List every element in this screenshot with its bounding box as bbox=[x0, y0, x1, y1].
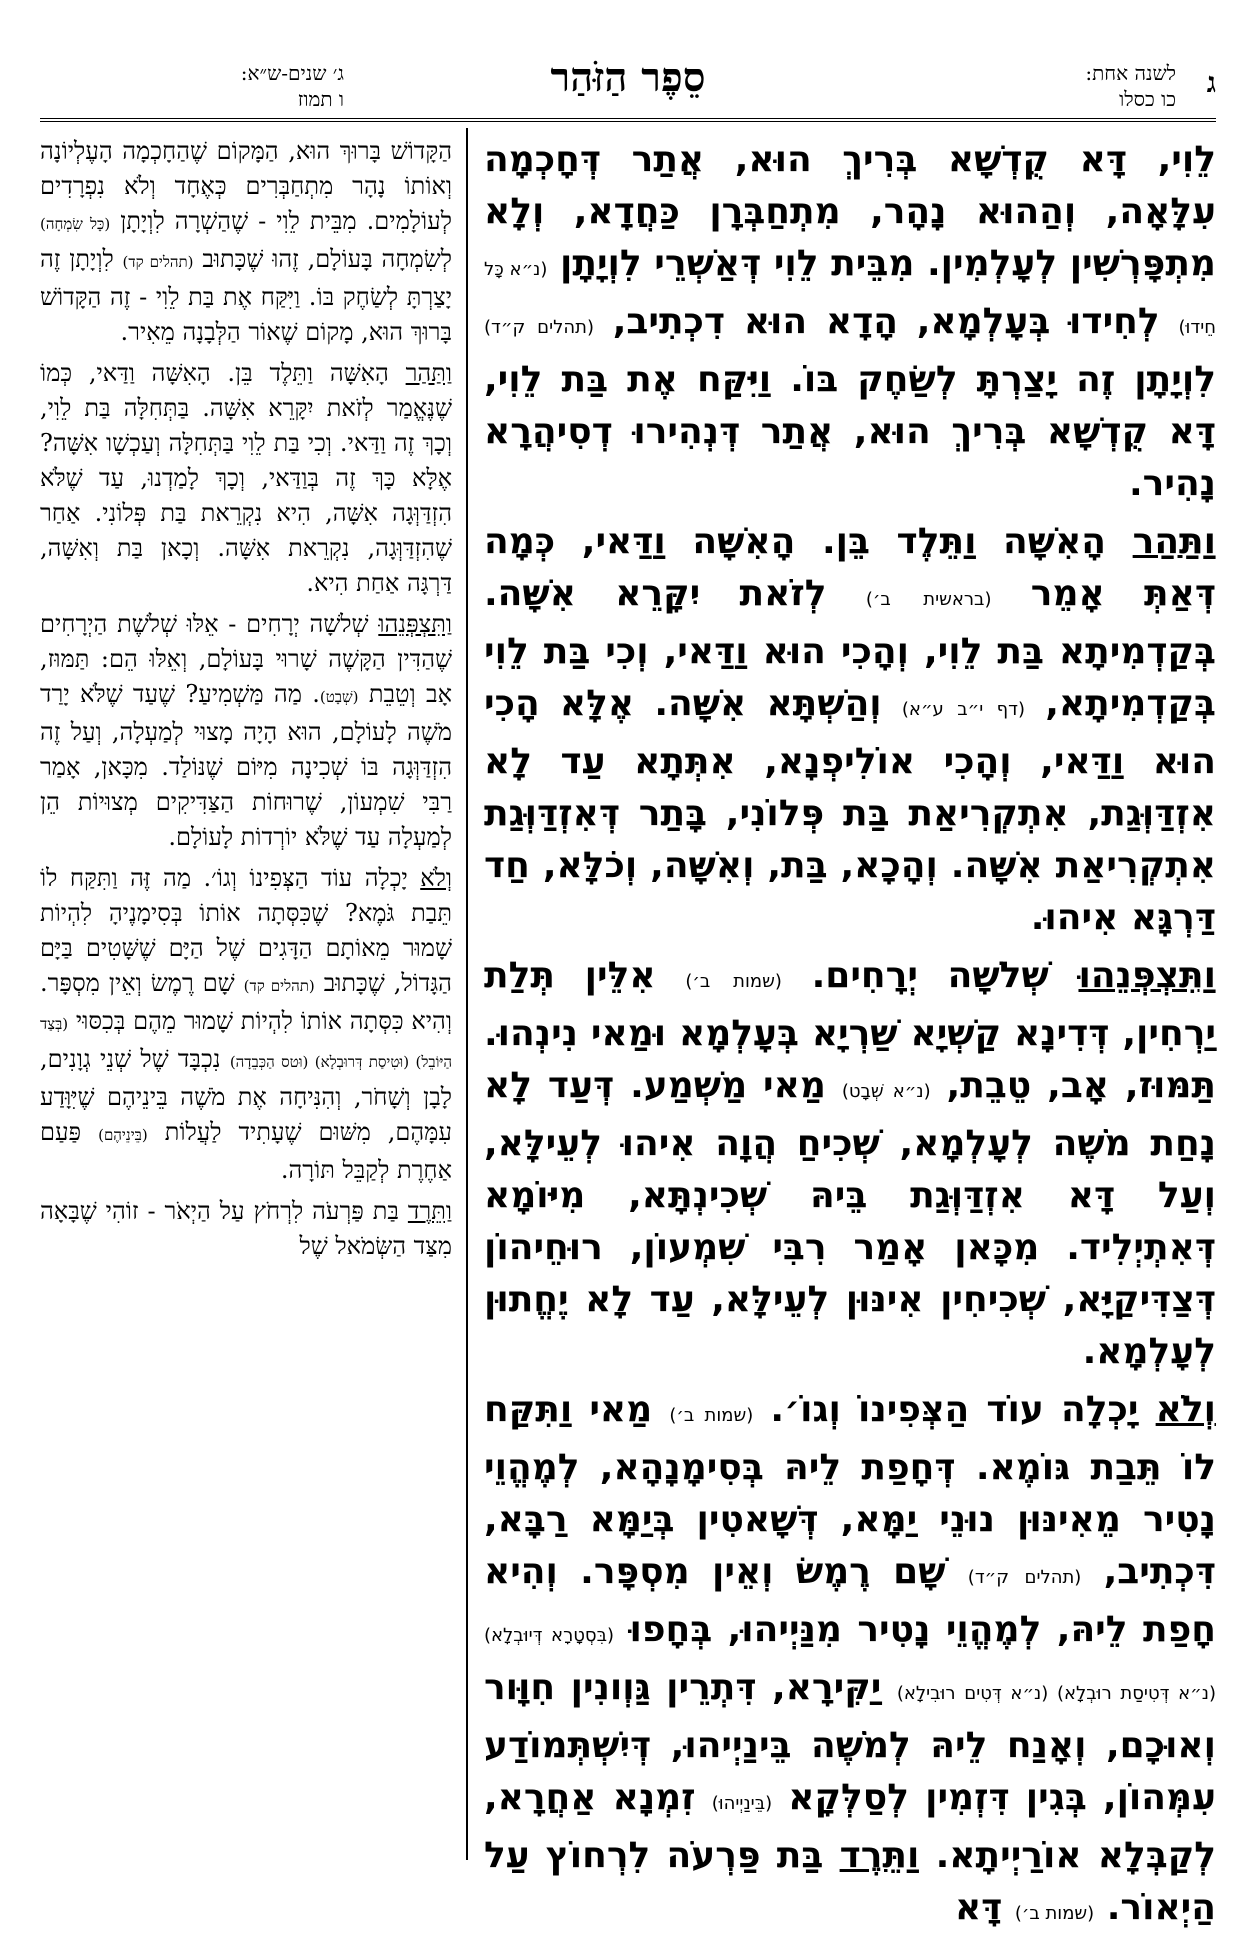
paragraph-text: לֵוִי, דָּא קֻדְשָׁא בְּרִיךְ הוּא, אֲתַר דְּחָכְמָה עִלָּאָה, וְהַהוּא נָהָר, מִתְחַבְּרָן כַּחֲדָא, וְלָא מִתְפָּרְשִׁין לְעָלְמִין. מִבֵּית לֵוִי דְּאַשְׁרֵי לִוְיָתָן bbox=[484, 139, 1216, 284]
source-reference: (שְׁבָט) bbox=[319, 688, 359, 706]
book-title: סֵפֶר הַזֹּהַר bbox=[550, 54, 706, 101]
paragraph-text: הַקָּדוֹשׁ בָּרוּךְ הוּא, הַמָּקוֹם שֶׁהַחָכְמָה הָעֶלְיוֹנָה וְאוֹתוֹ נָהָר מִתְחַבְּרִים כְּאֶחָד וְלֹא נִפְרָדִים לְעוֹלָמִים. מִבֵּית לֵוִי - שֶׁהַשְׁרָה לִוְיָתָן bbox=[40, 137, 452, 235]
paragraph-text: הָאִשָּׁה וַתֵּלֶד בֵּן. הָאִשָּׁה וַדַּאי, כְּמוֹ שֶׁנֶּאֱמַר לְזֹאת יִקָּרֵא אִשָּׁה. בַּתְּחִלָּה בַּת לֵוִי, וְכָךְ זֶה וַדַּאי. וְכִי בַּת לֵוִי בַּתְּחִלָּה וְעַכְשָׁו אִשָּׁה? אֶלָּא כָּךְ זֶה בְּוַדַּאי, וְכָךְ לָמַדְנוּ, עַד שֶׁלֹּא הִזְדַּוְּגָה אִשָּׁה, הִיא נִקְרֵאת בַּת פְּלוֹנִי. אַחַר שֶׁהִזְדַּוְּגָה, נִקְרֵאת אִשָּׁה. וְכָאן בַּת וְאִשָּׁה, דַּרְגָּה אַחַת הִיא. bbox=[40, 359, 453, 597]
header-left-line1: ג׳ שנים-ש״א: bbox=[240, 61, 344, 85]
paragraph-text: לִוְיָתָן זֶה יָצַרְתָּ לְשַׂחֶק בּוֹ. וַיִּקַּח אֶת בַּת לֵוִי, דָּא קֻדְשָׁא בְּרִיךְ הוּא, אֲתַר דְּנְהִירוּ דְסִיהֲרָא נָהִיר. bbox=[484, 359, 1216, 504]
source-reference: (נ״א כָּל חֵידוּ) bbox=[484, 259, 1216, 338]
header-schedule-three-years bbox=[44, 60, 344, 112]
source-reference: (בִּסְטָרָא דְּיוּבְלָא) bbox=[484, 1625, 615, 1646]
paragraph-text: וְהַשְׁתָּא אִשָּׁה. אֶלָּא הָכִי הוּא וַדַּאי, וְהָכִי אוֹלִיפְנָא, אִתְּתָא עַד לָא אִזְדַּוְּגַת, אִתְקְרִיאַת בַּת פְּלוֹנִי, בָּתַר דְּאִזְדַּוְּגַת אִתְקְרִיאַת אִשָּׁה. וְהָכָא, בַּת, וְאִשָּׁה, וְכֹלָּא, חַד דַּרְגָּא אִיהוּ. bbox=[484, 683, 1216, 938]
paragraph-text: דָּא bbox=[954, 1887, 1015, 1928]
paragraph-lead-word: וַתַּהַר bbox=[1132, 521, 1216, 562]
header-left-line2: ו תמוז bbox=[297, 87, 344, 111]
source-reference: (תהלים קד) bbox=[122, 253, 194, 271]
paragraph-text: לְזֹאת יִקָּרֵא אִשָּׁה. בְּקַדְמִיתָא בַּת לֵוִי, וְהָכִי הוּא וַדַּאי, וְכִי בַּת לֵוִי בְּקַדְמִיתָא, bbox=[484, 573, 1216, 724]
source-reference: (כָּל שִׂמְחָה) bbox=[40, 215, 111, 233]
hebrew-paragraph bbox=[40, 1194, 452, 1264]
source-reference: (נ״א שְׁבָט) bbox=[841, 1081, 931, 1102]
paragraph-text: שְׁלשָׁה יְרָחִים. bbox=[781, 955, 1079, 996]
paragraph-text: בַּת פַּרְעֹה לִרְחוֹץ עַל הַיְאוֹר. bbox=[484, 1835, 1216, 1928]
paragraph-text: בַּת פַּרְעֹה לִרְחֹץ עַל הַיְאֹר - זוֹהִי שֶׁבָּאָה מִצַּד הַשְּׂמֹאל שֶׁל bbox=[40, 1197, 452, 1260]
source-reference: (בֵּינַיְיהוּ) bbox=[711, 1793, 773, 1814]
paragraph-text: יָכְלָה עוֹד הַצְּפִינוֹ וְגוֹ׳. מַה זֶּה וַתִּקַּח לוֹ תֵּבַת גֹּמֶא? שֶׁכִּסְּתָה אוֹתוֹ בְּסִימָנֶיהָ לִהְיוֹת שָׁמוּר מֵאוֹתָם הַדָּגִים שֶׁל הַיָּם שֶׁשָּׁטִים בַּיָּם הַגָּדוֹל, שֶׁכָּתוּב bbox=[40, 864, 452, 997]
paragraph-text: לְחִידוּ בְּעָלְמָא, הָדָא הוּא דִכְתִיב, bbox=[593, 301, 1179, 342]
source-reference: (דף י״ב ע״א) bbox=[901, 699, 1026, 720]
paragraph-text: לְשִׂמְחָה בָּעוֹלָם, זֶהוּ שֶׁכָּתוּב bbox=[193, 245, 453, 273]
paragraph-lead-word: וְלֹא bbox=[1155, 1389, 1216, 1430]
hebrew-translation-column bbox=[40, 134, 452, 1860]
hebrew-paragraph bbox=[40, 134, 452, 350]
aramaic-text-column bbox=[484, 134, 1217, 1928]
source-reference: (נ״א דְּטִיסַת רוּבְלָא) bbox=[1056, 1683, 1216, 1704]
paragraph-text: אִלֵּין תְּלַת יַרְחִין, דְּדִינָא קַשְׁיָא שַׁרְיָא בְּעָלְמָא וּמַאי נִינְהוּ. תַּמּוּז, אָב, טֵבֵת, bbox=[484, 955, 1216, 1106]
paragraph-text: לִוְיָתָן זֶה יָצַרְתָּ לְשַׂחֶק בּוֹ. וַיִּקַּח אֶת בַּת לֵוִי - זֶה הַקָּדוֹשׁ בָּרוּךְ הוּא, מָקוֹם שֶׁאוֹר הַלְּבָנָה מֵאִיר. bbox=[40, 245, 452, 346]
source-reference: (בראשית ב׳) bbox=[865, 589, 992, 610]
hebrew-paragraph bbox=[40, 356, 452, 601]
paragraph-text: זִמְנָא אַחֲרָא, לְקַבְּלָא אוֹרַיְיתָא. bbox=[484, 1777, 1216, 1876]
source-reference: (בְּצַד הַיּוֹבֵל) (וּטִיסַת דְּרוּבְלָא) (וּטס הַכְּבֵדָה) bbox=[40, 1015, 453, 1071]
source-reference: (תהלים ק״ד) bbox=[967, 1567, 1082, 1588]
paragraph-text: שְׁלשָׁה יְרָחִים - אֵלּוּ שְׁלֹשֶׁת הַיְרָחִים שֶׁהַדִּין הַקָּשֶׁה שָׁרוּי בָּעוֹלָם, וְאֵלּוּ הֵם: תַּמּוּז, אָב וְטֵבֵת bbox=[40, 610, 452, 708]
source-reference: (שמות ב׳) bbox=[669, 1405, 754, 1426]
source-reference: (שמות ב׳) bbox=[1014, 1903, 1095, 1924]
paragraph-text: נִכְבָּד שֶׁל שְׁנֵי גְוָנִים, לָבָן וְשָׁחֹר, וְהִנִּיחָה אֶת מֹשֶׁה בֵּינֵיהֶם שֶׁיִּוָּדַע עִמָּהֶם, מִשּׁוּם שֶׁעָתִיד לַעֲלוֹת bbox=[40, 1045, 452, 1146]
paragraph-lead-word: וַתַּהַר bbox=[405, 359, 452, 387]
page-number: ג bbox=[1206, 66, 1216, 99]
aramaic-paragraph bbox=[484, 516, 1216, 944]
paragraph-text: הָאִשָּׁה וַתֵּלֶד בֵּן. הָאִשָּׁה וַדַּאי, כְּמָה דְּאַתְּ אָמֵר bbox=[484, 521, 1217, 614]
paragraph-lead-word: וְלֹא bbox=[420, 864, 452, 892]
source-reference: (תהלים ק״ד) bbox=[484, 317, 594, 338]
source-reference: (שמות ב׳) bbox=[685, 971, 782, 992]
header-right-line1: לשנה אחת: bbox=[1085, 61, 1176, 85]
header-right-line2: כו כסלו bbox=[1119, 87, 1176, 111]
paragraph-text: יָכְלָה עוֹד הַצְּפִינוֹ וְגוֹ׳. bbox=[753, 1389, 1156, 1430]
paragraph-text: שָׁם רֶמֶשׂ וְאֵין מִסְפָּר. וְהִיא חָפַת לֵיהּ, לְמֶהֱוֵי נָטִיר מִנַּיְיהוּ, בְּחָפוּ bbox=[484, 1551, 1216, 1650]
paragraph-text: פַּעַם אַחֶרֶת לְקַבֵּל תּוֹרָה. bbox=[40, 1118, 452, 1184]
aramaic-paragraph bbox=[484, 950, 1216, 1378]
paragraph-lead-word: וַתֵּרֶד bbox=[839, 1835, 920, 1876]
paragraph-text: מַאי מַשְׁמַע. דְּעַד לָא נָחַת מֹשֶׁה לְעָלְמָא, שְׁכִיחַ הֲוָה אִיהוּ לְעֵילָּא, וְעַל דָּא אִזְדַּוְּגַת בֵּיהּ שְׁכִינְתָּא, מִיּוֹמָא דְּאִתְיְלִיד. מִכָּאן אָמַר רִבִּי שִׁמְעוֹן, רוּחֵיהוֹן דְּצַדִּיקַיָּא, שְׁכִיחִין אִינּוּן לְעֵילָּא, עַד לָא יֶחֱתוּן לְעָלְמָא. bbox=[484, 1065, 1216, 1372]
column-divider bbox=[466, 128, 468, 1860]
aramaic-paragraph bbox=[484, 1384, 1216, 1940]
zohar-page bbox=[40, 50, 1217, 1928]
paragraph-text: יַקִּירָא, דִּתְרֵין גַּוְונִין חִוָּור וְאוּכָם, וְאָנַח לֵיהּ לְמֹשֶׁה בֵּינַיְיהוּ, דְּיִשְׁתְּמוֹדַע עִמְּהוֹן, בְּגִין דִּזְמִין לְסַלְּקָא bbox=[484, 1667, 1216, 1818]
hebrew-paragraph bbox=[40, 607, 452, 855]
paragraph-text: מַאי וַתִּקַּח לוֹ תֵּבַת גּוֹמֶא. דְּחָפַת לֵיהּ בְּסִימָנָהָא, לְמֶהֱוֵי נָטִיר מֵאִינּוּן נוּנֵי יַמָּא, דְּשָׁאטִין בְּיַמָּא רַבָּא, דִּכְתִיב, bbox=[484, 1389, 1216, 1592]
paragraph-lead-word: וַתֵּרֶד bbox=[407, 1197, 452, 1225]
source-reference: (נ״א דְּטִים רוּבִילָא) bbox=[896, 1683, 1057, 1704]
paragraph-text: . מַה מַּשְׁמִיעַ? שֶׁעַד שֶׁלֹּא יָרַד מֹשֶׁה לָעוֹלָם, הוּא הָיָה מָצוּי לְמַעְלָה, וְעַל זֶה הִזְדַּוְּגָה בּוֹ שְׁכִינָה מִיּוֹם שֶׁנּוֹלַד. מִכָּאן, אָמַר רַבִּי שִׁמְעוֹן, שֶׁרוּחוֹת הַצַּדִּיקִים מְצוּיוֹת הֵן לְמַעְלָה עַד שֶׁלֹּא יוֹרְדוֹת לָעוֹלָם. bbox=[40, 680, 452, 851]
header-divider bbox=[40, 118, 1216, 124]
paragraph-lead-word: וַתִּצְפְּנֵהוּ bbox=[1078, 955, 1216, 996]
source-reference: (תהלים קד) bbox=[243, 977, 315, 995]
page-header bbox=[40, 50, 1216, 120]
hebrew-paragraph bbox=[40, 861, 452, 1188]
source-reference: (בֵּינֵיהֶם) bbox=[98, 1126, 148, 1144]
paragraph-lead-word: וַתִּצְפְּנֵהוּ bbox=[378, 610, 452, 638]
aramaic-paragraph bbox=[484, 134, 1216, 510]
paragraph-text: שָׁם רֶמֶשׂ וְאֵין מִסְפָּר. וְהִיא כִּסְּתָה אוֹתוֹ לִהְיוֹת שָׁמוּר מֵהֶם בְּכִסּוּי bbox=[40, 969, 452, 1035]
